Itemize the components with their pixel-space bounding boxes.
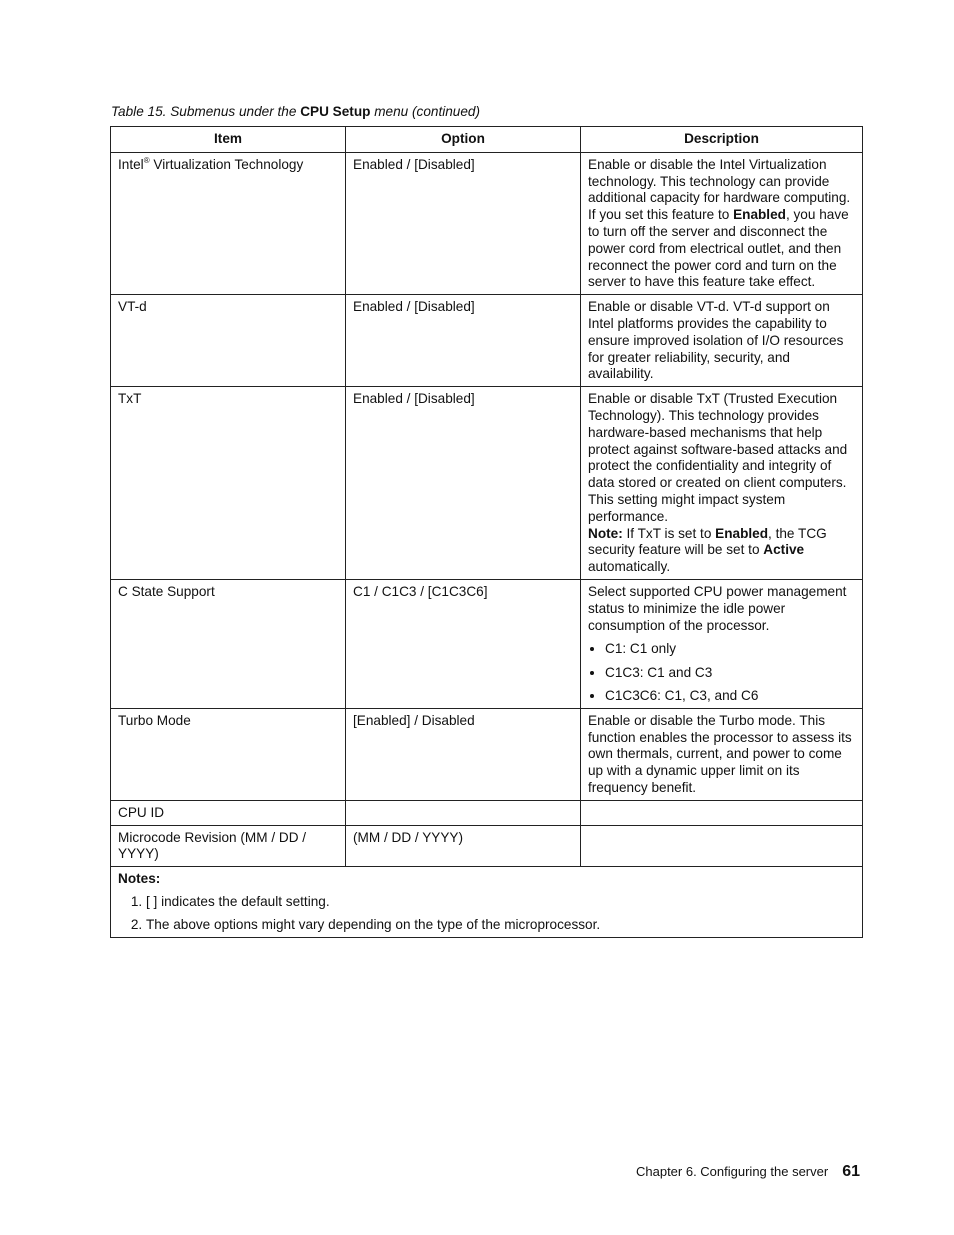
notes-list — [118, 894, 855, 934]
notes-title: Notes: — [118, 871, 161, 887]
txt-note — [588, 526, 855, 576]
vt-item-text-rest: Virtualization Technology — [149, 156, 304, 172]
txt-note-text: , the TCG security feature will be set to — [588, 525, 827, 558]
table-row — [111, 708, 863, 800]
caption-prefix: Table 15. Submenus under the — [111, 104, 301, 119]
table-row — [111, 579, 863, 708]
txt-note-bold: Active — [763, 542, 805, 558]
row-description-cell — [581, 800, 863, 825]
page-footer — [636, 1163, 860, 1181]
row-item-cell — [111, 152, 346, 294]
caption-suffix: menu (continued) — [370, 104, 481, 119]
row-option-cell: Enabled / [Disabled] — [346, 152, 581, 294]
row-description-cell: Enable or disable the Turbo mode. This function enables the processor to assess its own thermals, current, and power to come up with a dynamic upper limit on its frequency benefit. — [581, 708, 863, 800]
row-option-cell: (MM / DD / YYYY) — [346, 825, 581, 867]
vt-desc-rest: , you have to turn off the server and disconnect the power cord from electrical outlet, and then reconnect the power cord and turn on the server to have this feature take effect. — [588, 207, 849, 290]
row-item-cell: TxT — [111, 387, 346, 580]
list-item: 2. The above options might vary depending on the type of the microprocessor. — [146, 917, 855, 934]
list-item: • C1C3: C1 and C3 — [605, 665, 855, 682]
note-label: Note: — [588, 525, 623, 541]
caption-bold: CPU Setup — [300, 104, 371, 119]
row-item-cell: CPU ID — [111, 800, 346, 825]
list-item: 1. [ ] indicates the default setting. — [146, 894, 855, 911]
table-caption — [111, 104, 480, 119]
row-option-cell — [346, 800, 581, 825]
list-item: • C1: C1 only — [605, 641, 855, 658]
row-item-cell: C State Support — [111, 579, 346, 708]
row-description-cell — [581, 152, 863, 294]
cstate-bullet-list — [588, 641, 855, 705]
txt-desc: Enable or disable TxT (Trusted Execution Technology). This technology provides hardware-based mechanisms that help protect against software-based attacks and protect the confidentiality and integrity of data stored or created on client computers. This setting might impact system performance. — [588, 391, 848, 524]
row-item-cell: VT-d — [111, 295, 346, 387]
notes-cell — [111, 867, 863, 938]
vt-desc: Enable or disable the Intel Virtualization technology. This technology can provide additional capacity for hardware computing. If you set this feature to — [588, 156, 851, 223]
table-header-row — [111, 127, 863, 153]
table-row — [111, 387, 863, 580]
txt-note-text: automatically. — [588, 559, 671, 575]
row-option-cell: Enabled / [Disabled] — [346, 387, 581, 580]
row-option-cell: C1 / C1C3 / [C1C3C6] — [346, 579, 581, 708]
notes-row — [111, 867, 863, 938]
cstate-desc: Select supported CPU power management status to minimize the idle power consumption of the processor. — [588, 583, 847, 633]
row-description-cell — [581, 579, 863, 708]
chapter-title: Chapter 6. Configuring the server — [635, 1164, 829, 1179]
vt-item-text: Intel — [118, 156, 144, 172]
table-row — [111, 295, 863, 387]
table-row — [111, 152, 863, 294]
table-row — [111, 800, 863, 825]
row-item-cell: Turbo Mode — [111, 708, 346, 800]
row-description-cell — [581, 825, 863, 867]
row-item-cell: Microcode Revision (MM / DD / YYYY) — [111, 825, 346, 867]
vt-desc-bold: Enabled — [733, 207, 786, 223]
header-description: Description — [581, 127, 863, 153]
header-option: Option — [346, 127, 581, 153]
cpu-setup-table — [110, 126, 863, 938]
row-description-cell — [581, 387, 863, 580]
list-item: • C1C3C6: C1, C3, and C6 — [605, 688, 855, 705]
table-row — [111, 825, 863, 867]
page-number: 61 — [842, 1163, 860, 1180]
row-option-cell: [Enabled] / Disabled — [346, 708, 581, 800]
row-option-cell: Enabled / [Disabled] — [346, 295, 581, 387]
txt-note-text: If TxT is set to — [622, 525, 716, 541]
row-description-cell: Enable or disable VT-d. VT-d support on Intel platforms provides the capability to ensure improved isolation of I/O resources for greater reliability, security, and availability. — [581, 295, 863, 387]
header-item: Item — [111, 127, 346, 153]
txt-note-bold: Enabled — [715, 525, 769, 541]
registered-mark: ® — [143, 155, 150, 165]
